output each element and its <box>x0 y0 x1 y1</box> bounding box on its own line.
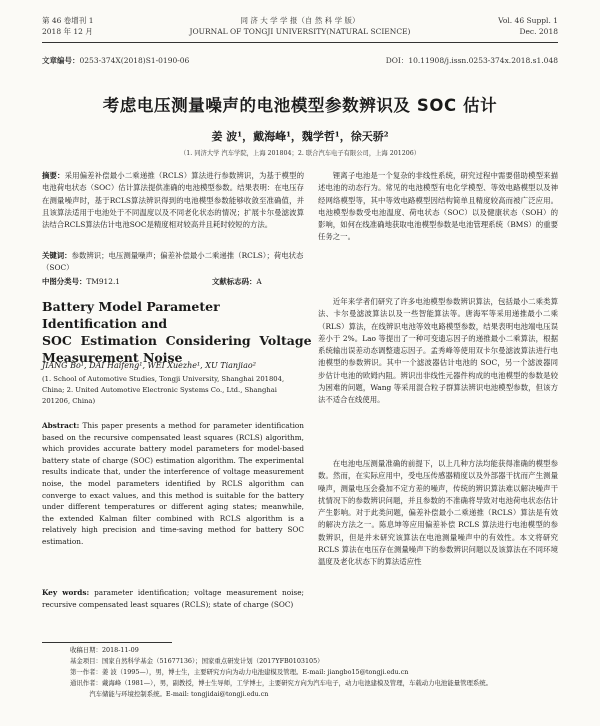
article-number <box>42 55 189 66</box>
header-rule <box>42 42 558 43</box>
classification <box>42 276 304 288</box>
english-affiliation: (1. School of Automotive Studies, Tongji University, Shanghai 201804, China; 2. United Automotive Electronic Systems Co., Ltd., Shanghai 201206, China) <box>42 375 285 405</box>
doc-code <box>212 276 262 288</box>
abstract-cn-label: 摘要： <box>42 171 65 180</box>
keywords-cn <box>42 250 304 275</box>
doi-value: 10.11908/j.issn.0253-374x.2018.s1.048 <box>408 56 558 65</box>
footnote-corresponding-author-cont: 汽车储能与环境控制系统。E-mail: tongjidai@tongji.edu.cn <box>89 690 269 698</box>
abstract-en <box>42 420 304 548</box>
intro-paragraph: 近年来学者们研究了许多电池模型参数辨识算法，包括最小二乘类算法、卡尔曼滤波算法以及一些智能算法等。唐海军等采用递推最小二乘（RLS）算法，在线辨识电池等效电路模型参数，结果表明电池端电压误差小于 2%。Lao 等提出了一种可变遗忘因子的递推最小二乘算法，根据系统输出误差动态调整遗忘因子。孟秀峰等使用双卡尔曼滤波算法进行电池模型的参数辨识。其中一个滤波器估计电池的 SOC，另一个滤波器同步估计电池的欧姆内阻。辨识出非线性元器件构成的电池模型的参数是较为困难的问题，Wang 等采用混合粒子群算法辨识电池模型参数，但该方法不适合在线使用。 <box>318 297 558 405</box>
footnote-corresponding-author: 通讯作者：戴海峰（1981—），男，副教授，博士生导师，工学博士，主要研究方向为汽车电子，动力电池建模及管理，车载动力电池能量管理系统。 <box>70 679 493 687</box>
journal-name <box>150 15 450 37</box>
abstract-cn-text: 采用偏差补偿最小二乘递推（RCLS）算法进行参数辨识，为基于模型的电池荷电状态（SOC）估计算法提供准确的电池模型参数。结果表明：在电压存在测量噪声时，基于RCLS算法辨识得到的电池模型参数能够收敛至准确值，并且该算法适用于电池处于不同温度以及不同老化状态的情况；扩展卡尔曼滤波算法结合RCLS算法估计电池SOC是精度相对较高并且耗时较短的方法。 <box>42 171 304 230</box>
doc-code-label: 文献标志码： <box>212 277 257 286</box>
keywords-en <box>42 587 304 610</box>
footnote-first-author: 第一作者：姜 波（1995—），男，博士生，主要研究方向为动力电池建模及管理。E-mail: jiangbo15@tongji.edu.cn <box>70 668 409 676</box>
abstract-en-text: This paper presents a method for parameter identification based on the recursive compensated least squares (RCLS) algorithm, which provides accurate battery model parameters for model-based battery state of charge (SOC) estimation algorithm. The experimental results indicate that, under the interference of voltage measurement noise, the model parameters identified by RCLS algorithm can converge to exact values, and this method is suitable for the battery under different temperatures or different aging states; meanwhile, the extended Kalman filter combined with RCLS algorithm is a relatively high precision and time-saving method for battery SOC estimation. <box>42 421 304 546</box>
class-no-label: 中图分类号： <box>42 277 87 286</box>
keywords-en-label: Key words: <box>42 588 90 597</box>
footnotes <box>70 645 558 700</box>
article-number-label: 文章编号： <box>42 56 80 65</box>
journal-volume-line: 第 46 卷增刊 1 <box>42 16 94 25</box>
journal-volume <box>42 15 93 37</box>
abstract-en-label: Abstract: <box>42 421 80 430</box>
keywords-en-text: parameter identification; voltage measurement noise; recursive compensated least squares (RCLS); state of charge (SOC) <box>42 588 304 609</box>
english-authors: JIANG Bo¹, DAI Haifeng¹, WEI Xuezhe¹, XU Tianjiao² <box>42 361 256 370</box>
journal-name-en: JOURNAL OF TONGJI UNIVERSITY(NATURAL SCIENCE) <box>189 27 411 36</box>
article-number-value: 0253-374X(2018)S1-0190-06 <box>79 56 190 65</box>
affiliation: （1. 同济大学 汽车学院，上海 201804；2. 联合汽车电子有限公司，上海 201206） <box>179 150 421 157</box>
journal-issue <box>498 15 558 37</box>
intro-paragraph: 在电池电压测量准确的前提下，以上几种方法均能获得准确的模型参数。然而，在实际应用中，受电压传感器精度以及外部器干扰而产生测量噪声，测量电压会叠加不定方差的噪声，传统的辨识算法难以解决噪声干扰情况下的参数辨识问题，并且参数的不准确将导致对电池荷电状态估计产生影响。对于此类问题，偏差补偿最小二乘递推（RCLS）算法是有效的解决方法之一。陈息坤等应用偏差补偿 RCLS 算法进行电池模型的参数辨识，但是并未研究该算法在电池测量噪声中的有效性。本文将研究 RCLS 算法在电压存在测量噪声下的参数辨识问题以及该算法在不同环境温度及老化状态下的算法适应性 <box>318 459 558 567</box>
english-title-line: Battery Model Parameter Identification and <box>42 299 220 331</box>
footnote-rule <box>42 642 172 643</box>
doc-code-value: A <box>256 277 262 286</box>
paper-title: 考虑电压测量噪声的电池模型参数辨识及 SOC 估计 <box>102 96 498 115</box>
journal-month-line: Dec. 2018 <box>519 27 558 36</box>
footnote-funding: 基金项目：国家自然科学基金（51677136）；国家重点研发计划（2017YFB0103105） <box>70 657 324 665</box>
doi-label: DOI： <box>385 56 409 65</box>
abstract-cn <box>42 170 304 231</box>
english-title <box>42 298 312 366</box>
intro-paragraph: 锂离子电池是一个复杂的非线性系统，研究过程中需要借助模型来描述电池的动态行为。常见的电池模型有电化学模型、等效电路模型以及神经网络模型等，其中等效电路模型因结构简单且精度较高而被广泛应用。电池模型参数受电池温度、荷电状态（SOC）以及健康状态（SOH）的影响，如何在线准确地获取电池模型参数是电池管理系统（BMS）的重要任务之一。 <box>318 171 558 242</box>
journal-name-cn: 同 济 大 学 学 报（自 然 科 学 版） <box>240 16 360 25</box>
journal-issue-line: Vol. 46 Suppl. 1 <box>498 16 558 25</box>
doi <box>386 55 558 66</box>
keywords-cn-text: 参数辨识；电压测量噪声；偏差补偿最小二乘递推（RCLS）；荷电状态（SOC） <box>42 251 304 273</box>
journal-date-line: 2018 年 12 月 <box>42 27 93 36</box>
author-list: 姜 波¹，戴海峰¹，魏学哲¹，徐天骄² <box>211 130 389 143</box>
english-title-line: SOC Estimation Considering Voltage <box>42 333 312 348</box>
keywords-cn-label: 关键词： <box>42 251 72 260</box>
class-no-value: TM912.1 <box>86 277 121 286</box>
english-title-line: Measurement Noise <box>42 350 183 365</box>
footnote-received: 收稿日期：2018-11-09 <box>70 646 139 654</box>
